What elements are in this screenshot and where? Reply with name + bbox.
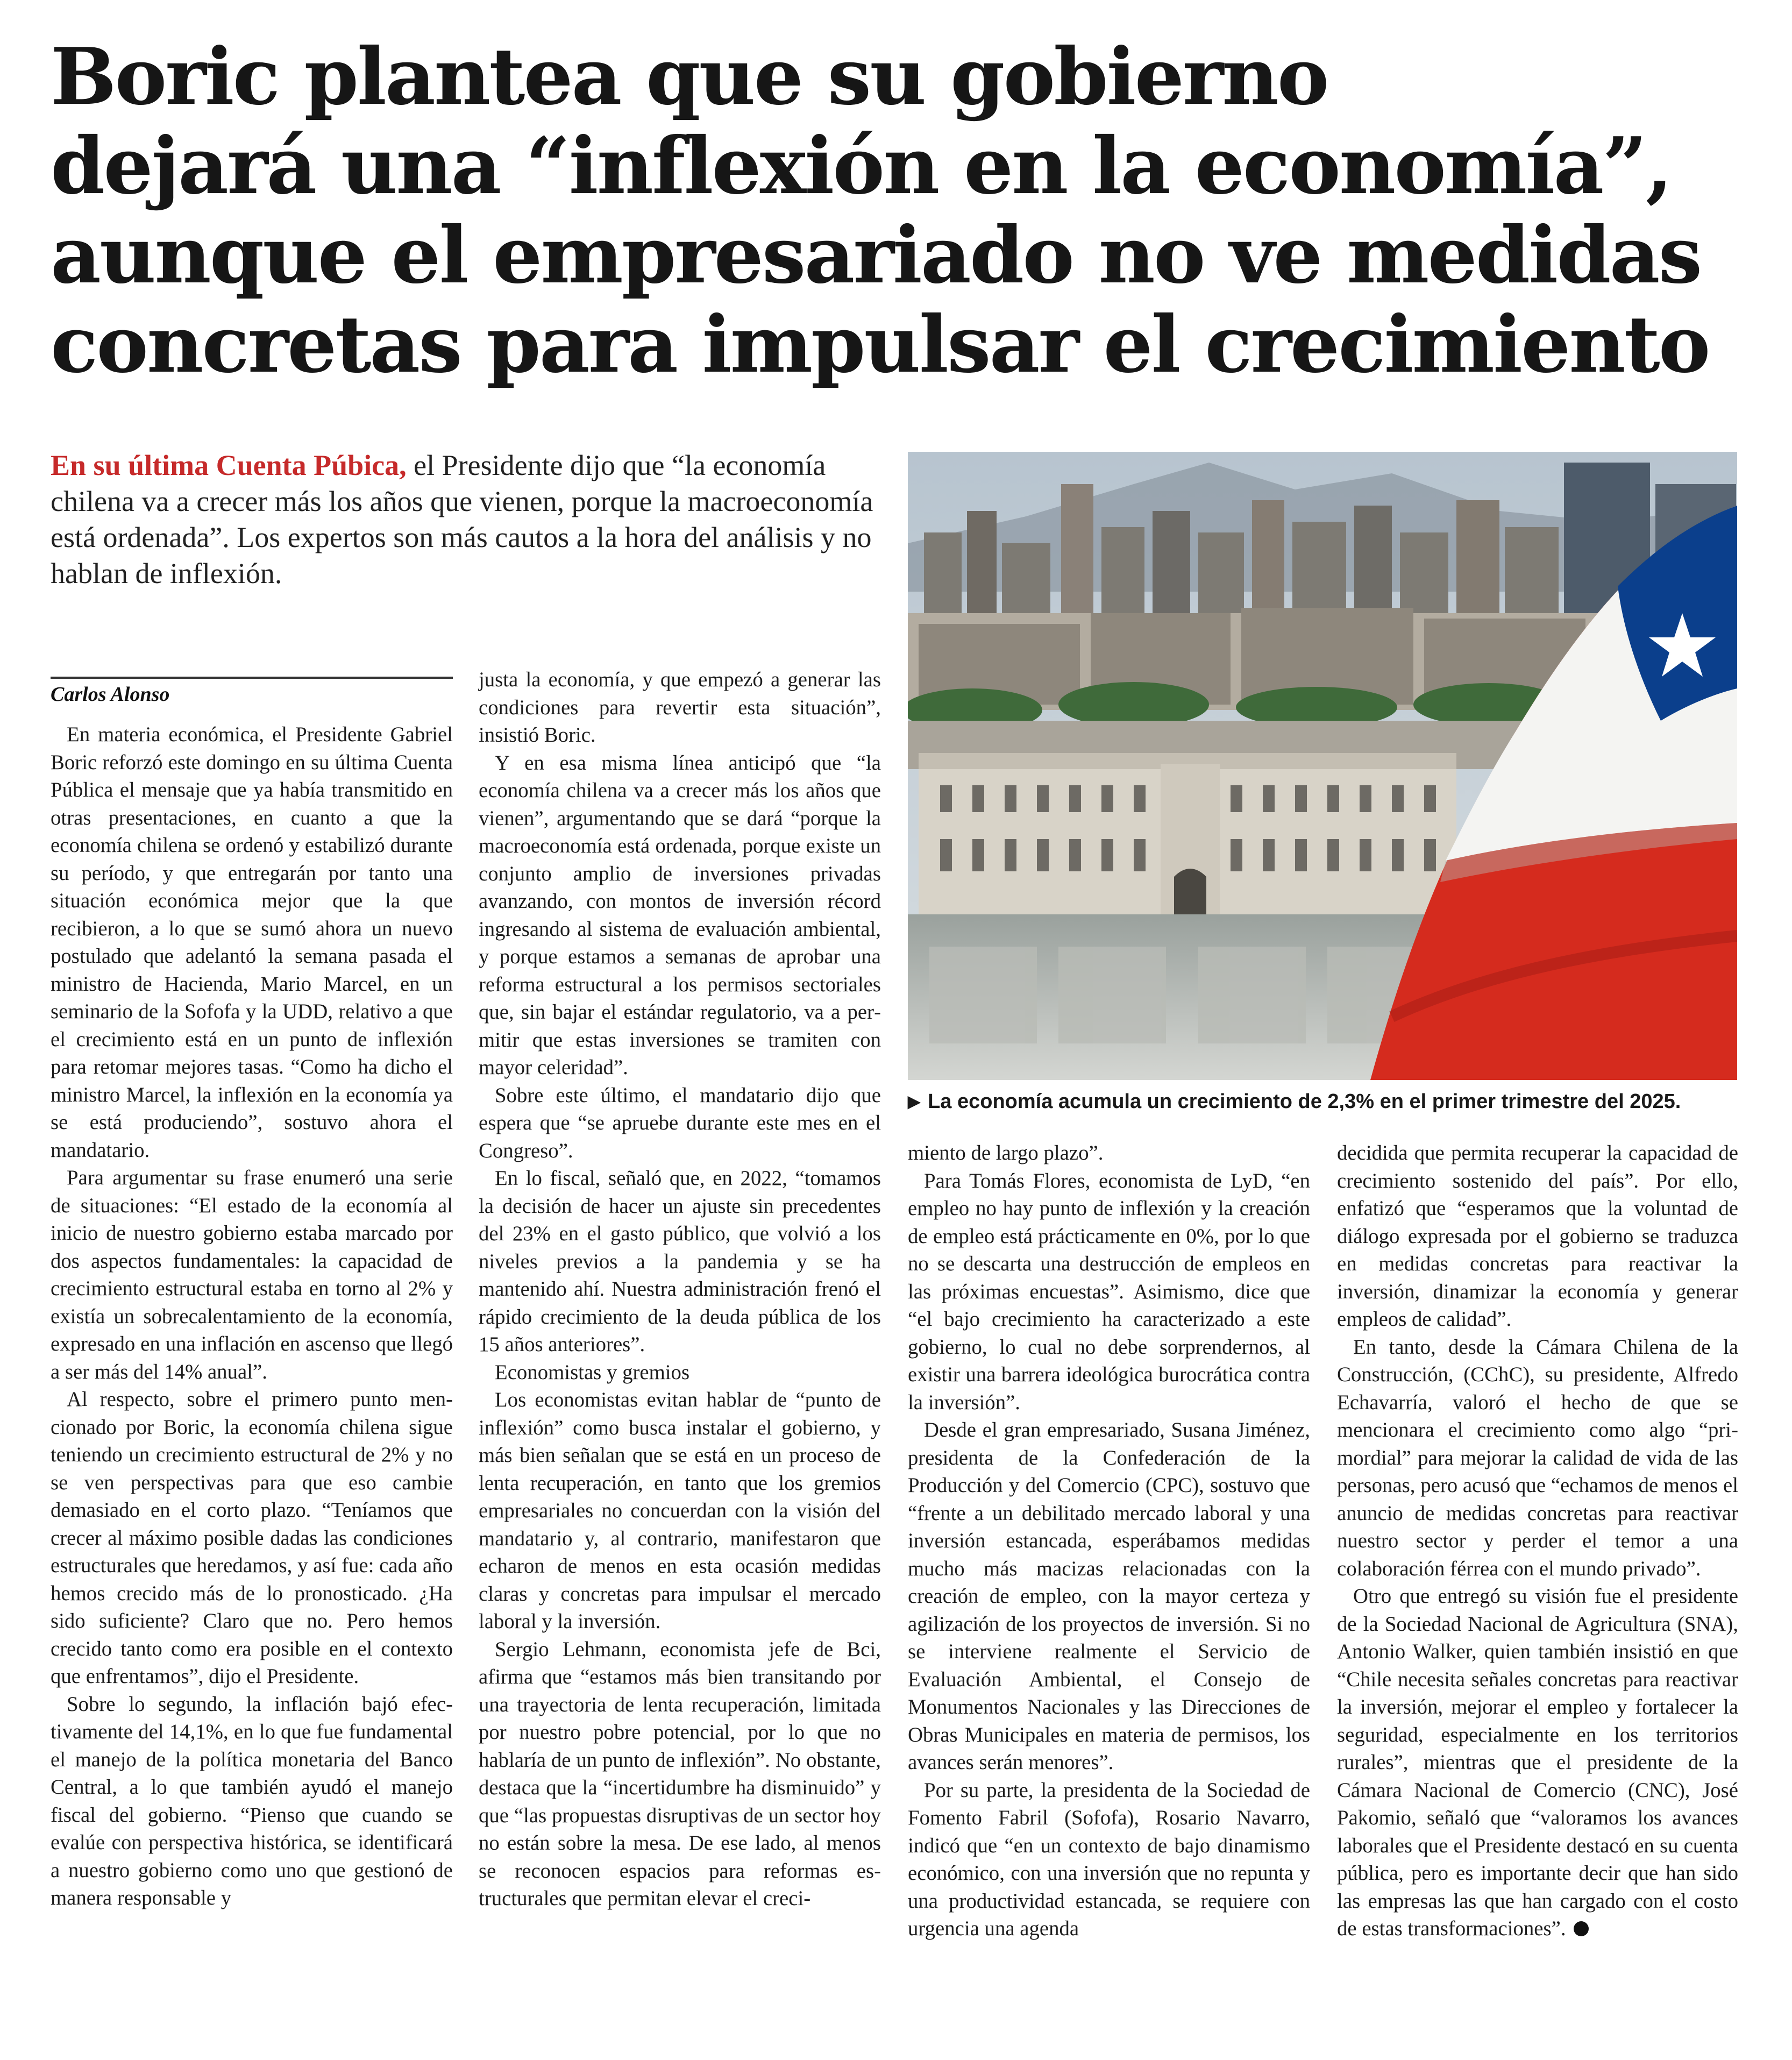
paragraph: Sobre lo segundo, la inflación bajó efectivamente del 14,1%, en lo que fue fundamental el manejo de la política monetaria del Banco Central, a lo que también ayudó el manejo fiscal del gobierno. “Pienso que cuando se evalúe con perspectiva histórica, se identificará a nuestro gobierno como uno que gestionó de manera responsable y	[51, 1692, 453, 1909]
paragraph	[1337, 1582, 1738, 1943]
headline	[51, 32, 1750, 389]
paragraph: En tanto, desde la Cámara Chilena de la Construcción, (CChC), su presidente, Alfredo Echavarría, valoró el hecho de que se mencionara el crecimiento como algo “primordial” para mejorar la calidad de vida de las personas, pero acusó que “echamos de menos el anuncio de medidas concretas para reactivar nuestro sector y perder el temor a una colaboración férrea con el mundo privado”.	[1337, 1335, 1738, 1580]
byline: Carlos Alonso	[51, 677, 453, 708]
paragraph: Para argumentar su frase enumeró una serie de situaciones: “El estado de la economía al inicio de nuestro gobierno estaba marcado por dos aspectos fundamentales: la capacidad de crecimiento estructural estaba en torno al 2% y existía un sobrecalentamiento de la economía, expresado en una inflación en ascenso que llegó a ser más del 14% anual”.	[51, 1166, 453, 1383]
deck-lead: En su última Cuenta Púbica,	[51, 449, 407, 481]
paragraph: Para Tomás Flores, economista de LyD, “en empleo no hay punto de inflexión y la creación de empleo está prácticamente en 0%, por lo que no se descarta una destrucción de empleos en las próximas encuestas”. Asimismo, dice que “el bajo crecimiento ha caracterizado a este gobierno, lo cual no debe sorprendernos, al existir una barrera ideológica burocrática contra la inversión”.	[908, 1169, 1310, 1414]
paragraph: Y en esa misma línea anticipó que “la economía chilena va a crecer más los años que vienen”, argumentando que se dará “porque la macroeconomía está ordenada, porque existe un conjunto amplio de inversiones privadas avanzando, con montos de inversión récord ingresando al sistema de evaluación ambiental, y porque estamos a semanas de aprobar una reforma estructural a los permisos sectoriales que, sin bajar el estándar regulatorio, va a permitir que estas inversiones se tramiten con mayor celeridad”.	[479, 751, 881, 1079]
paragraph: decidida que permita recuperar la capacidad de crecimiento sostenido del país”. Por ello, enfatizó que “esperamos que la voluntad de diálogo expresada por el gobierno se traduzca en medidas concretas para reactivar la inversión, dinamizar la economía y generar empleos de calidad”.	[1337, 1141, 1738, 1331]
paragraph: Los economistas evitan hablar de “punto de inflexión” como busca instalar el gobierno, y más bien señalan que se está en un proceso de lenta recuperación, en tanto que los gremios empresariales no concuerdan con la visión del mandatario y, al contrario, manifestaron que echaron de menos en esta ocasión medidas claras y concretas para impulsar el mercado laboral y la inversión.	[479, 1388, 881, 1633]
paragraph: justa la economía, y que empezó a generar las condiciones para revertir esta situación”, insistió Boric.	[479, 668, 881, 747]
section-subhead: Economistas y gremios	[495, 1360, 690, 1384]
headline-line: dejará una “inflexión en la economía”,	[51, 120, 1672, 212]
paragraph: Sobre este último, el mandatario dijo que espera que “se apruebe durante este mes en el Congreso”.	[479, 1083, 881, 1162]
paragraph: Por su parte, la presidenta de la Sociedad de Fomento Fabril (Sofofa), Rosario Navarro, indicó que “en un contexto de bajo dinamismo económico, con una inversión que no repunta y una productividad estancada, se requiere con urgencia una agenda	[908, 1778, 1310, 1940]
body-column-3	[908, 1139, 1310, 1943]
photo-illustration	[908, 452, 1737, 1080]
chile-flag-over-la-moneda-photo	[908, 452, 1737, 1080]
body-column-4	[1337, 1139, 1738, 1943]
paragraph: En materia económica, el Presidente Gabriel Boric reforzó este domingo en su última Cuenta Pública el mensaje que ya había transmitido en otras presentaciones, en cuanto a que la economía chilena se ordenó y estabilizó durante su período, y que entregarán por tanto una situación económica mejor que la que recibieron, a lo que se sumó ahora un nuevo postulado que adelantó la semana pasada el ministro de Hacienda, Mario Marcel, en un seminario de la Sofofa y la UDD, relativo a que el crecimiento está en un punto de inflexión para retomar mejores tasas. “Como ha dicho el ministro Marcel, la inflexión en la economía ya se está produciendo”, sostuvo ahora el mandatario.	[51, 723, 453, 1162]
paragraph-text: Otro que entregó su visión fue el presidente de la Sociedad Nacional de Agricultura (SNA), Antonio Walker, quien también insistió en que “Chile necesita señales concretas para reactivar la inversión, mejorar el empleo y fortalecer la seguridad, especialmente en los territorios rurales”, mientras que el presidente de la Cámara Nacional de Comercio (CNC), José Pakomio, señaló que “valoramos los avances laborales que el Presidente destacó en su cuenta pública, pero es importante decir que han sido las empresas las que han cargado con el costo de estas transformaciones”.	[1337, 1585, 1738, 1940]
headline-line: concretas para impulsar el crecimiento	[51, 299, 1709, 390]
end-of-article-icon	[1574, 1921, 1589, 1936]
headline-line: aunque el empresariado no ve medidas	[51, 210, 1701, 301]
paragraph: Sergio Lehmann, economista jefe de Bci, afirma que “estamos más bien transitando por una trayectoria de lenta recuperación, limitada por nuestro pobre potencial, por lo que no hablaría de un punto de inflexión”. No obstante, destaca que la “incertidumbre ha disminuido” y que “las propuestas disruptivas de un sector hoy no están sobre la mesa. De ese lado, al menos se reconocen espacios para reformas estructurales que permitan elevar el creci-	[479, 1637, 881, 1910]
deck	[51, 447, 890, 592]
paragraph: miento de largo plazo”.	[908, 1141, 1104, 1164]
caption-triangle-icon: ▶	[908, 1093, 921, 1111]
paragraph: Desde el gran empresariado, Susana Jiménez, presidenta de la Confederación de la Producción y del Comercio (CPC), sostuvo que “frente a un debilitado mercado laboral y una inversión estancada, esperábamos medidas mucho más macizas relacionadas con la creación de empleo, con la mayor certeza y agilización de los proyectos de inversión. Si no se interviene realmente el Servicio de Evaluación Ambiental, el Consejo de Monumentos Nacionales y las Direcciones de Obras Municipales en materia de permisos, los avances serán menores”.	[908, 1418, 1310, 1774]
body-column-1	[51, 721, 453, 1912]
caption-text: La economía acumula un crecimiento de 2,3% en el primer trimestre del 2025.	[928, 1090, 1681, 1113]
deck-text: el Presidente dijo que “la economía chilena va a crecer más los años que vienen, porque la macroeconomía está ordenada”. Los expertos son más cautos a la hora del análisis y no hablan de inflexión.	[51, 449, 873, 589]
paragraph: En lo fiscal, señaló que, en 2022, “tomamos la decisión de hacer un ajuste sin precedentes del 23% en el gasto público, que volvió a los niveles previos a la pandemia y se ha mantenido ahí. Nuestra administración frenó el rápido crecimiento de la deuda pública de los 15 años anteriores”.	[479, 1167, 881, 1356]
photo-caption	[908, 1089, 1747, 1115]
headline-line: Boric plantea que su gobierno	[51, 31, 1328, 123]
paragraph: Al respecto, sobre el primero punto mencionado por Boric, la economía chilena sigue teniendo un crecimiento estructural de 2% y no se ven perspectivas para que eso cambie demasiado en el corto plazo. “Teníamos que crecer al máximo posible dadas las condiciones estructurales que heredamos, y así fue: cada año hemos crecido más de lo pronosticado. ¿Ha sido suficiente? Claro que no. Pero hemos crecido tanto como era posible en el contexto que enfrentamos”, dijo el Presidente.	[51, 1388, 453, 1688]
body-column-2	[479, 666, 881, 1913]
